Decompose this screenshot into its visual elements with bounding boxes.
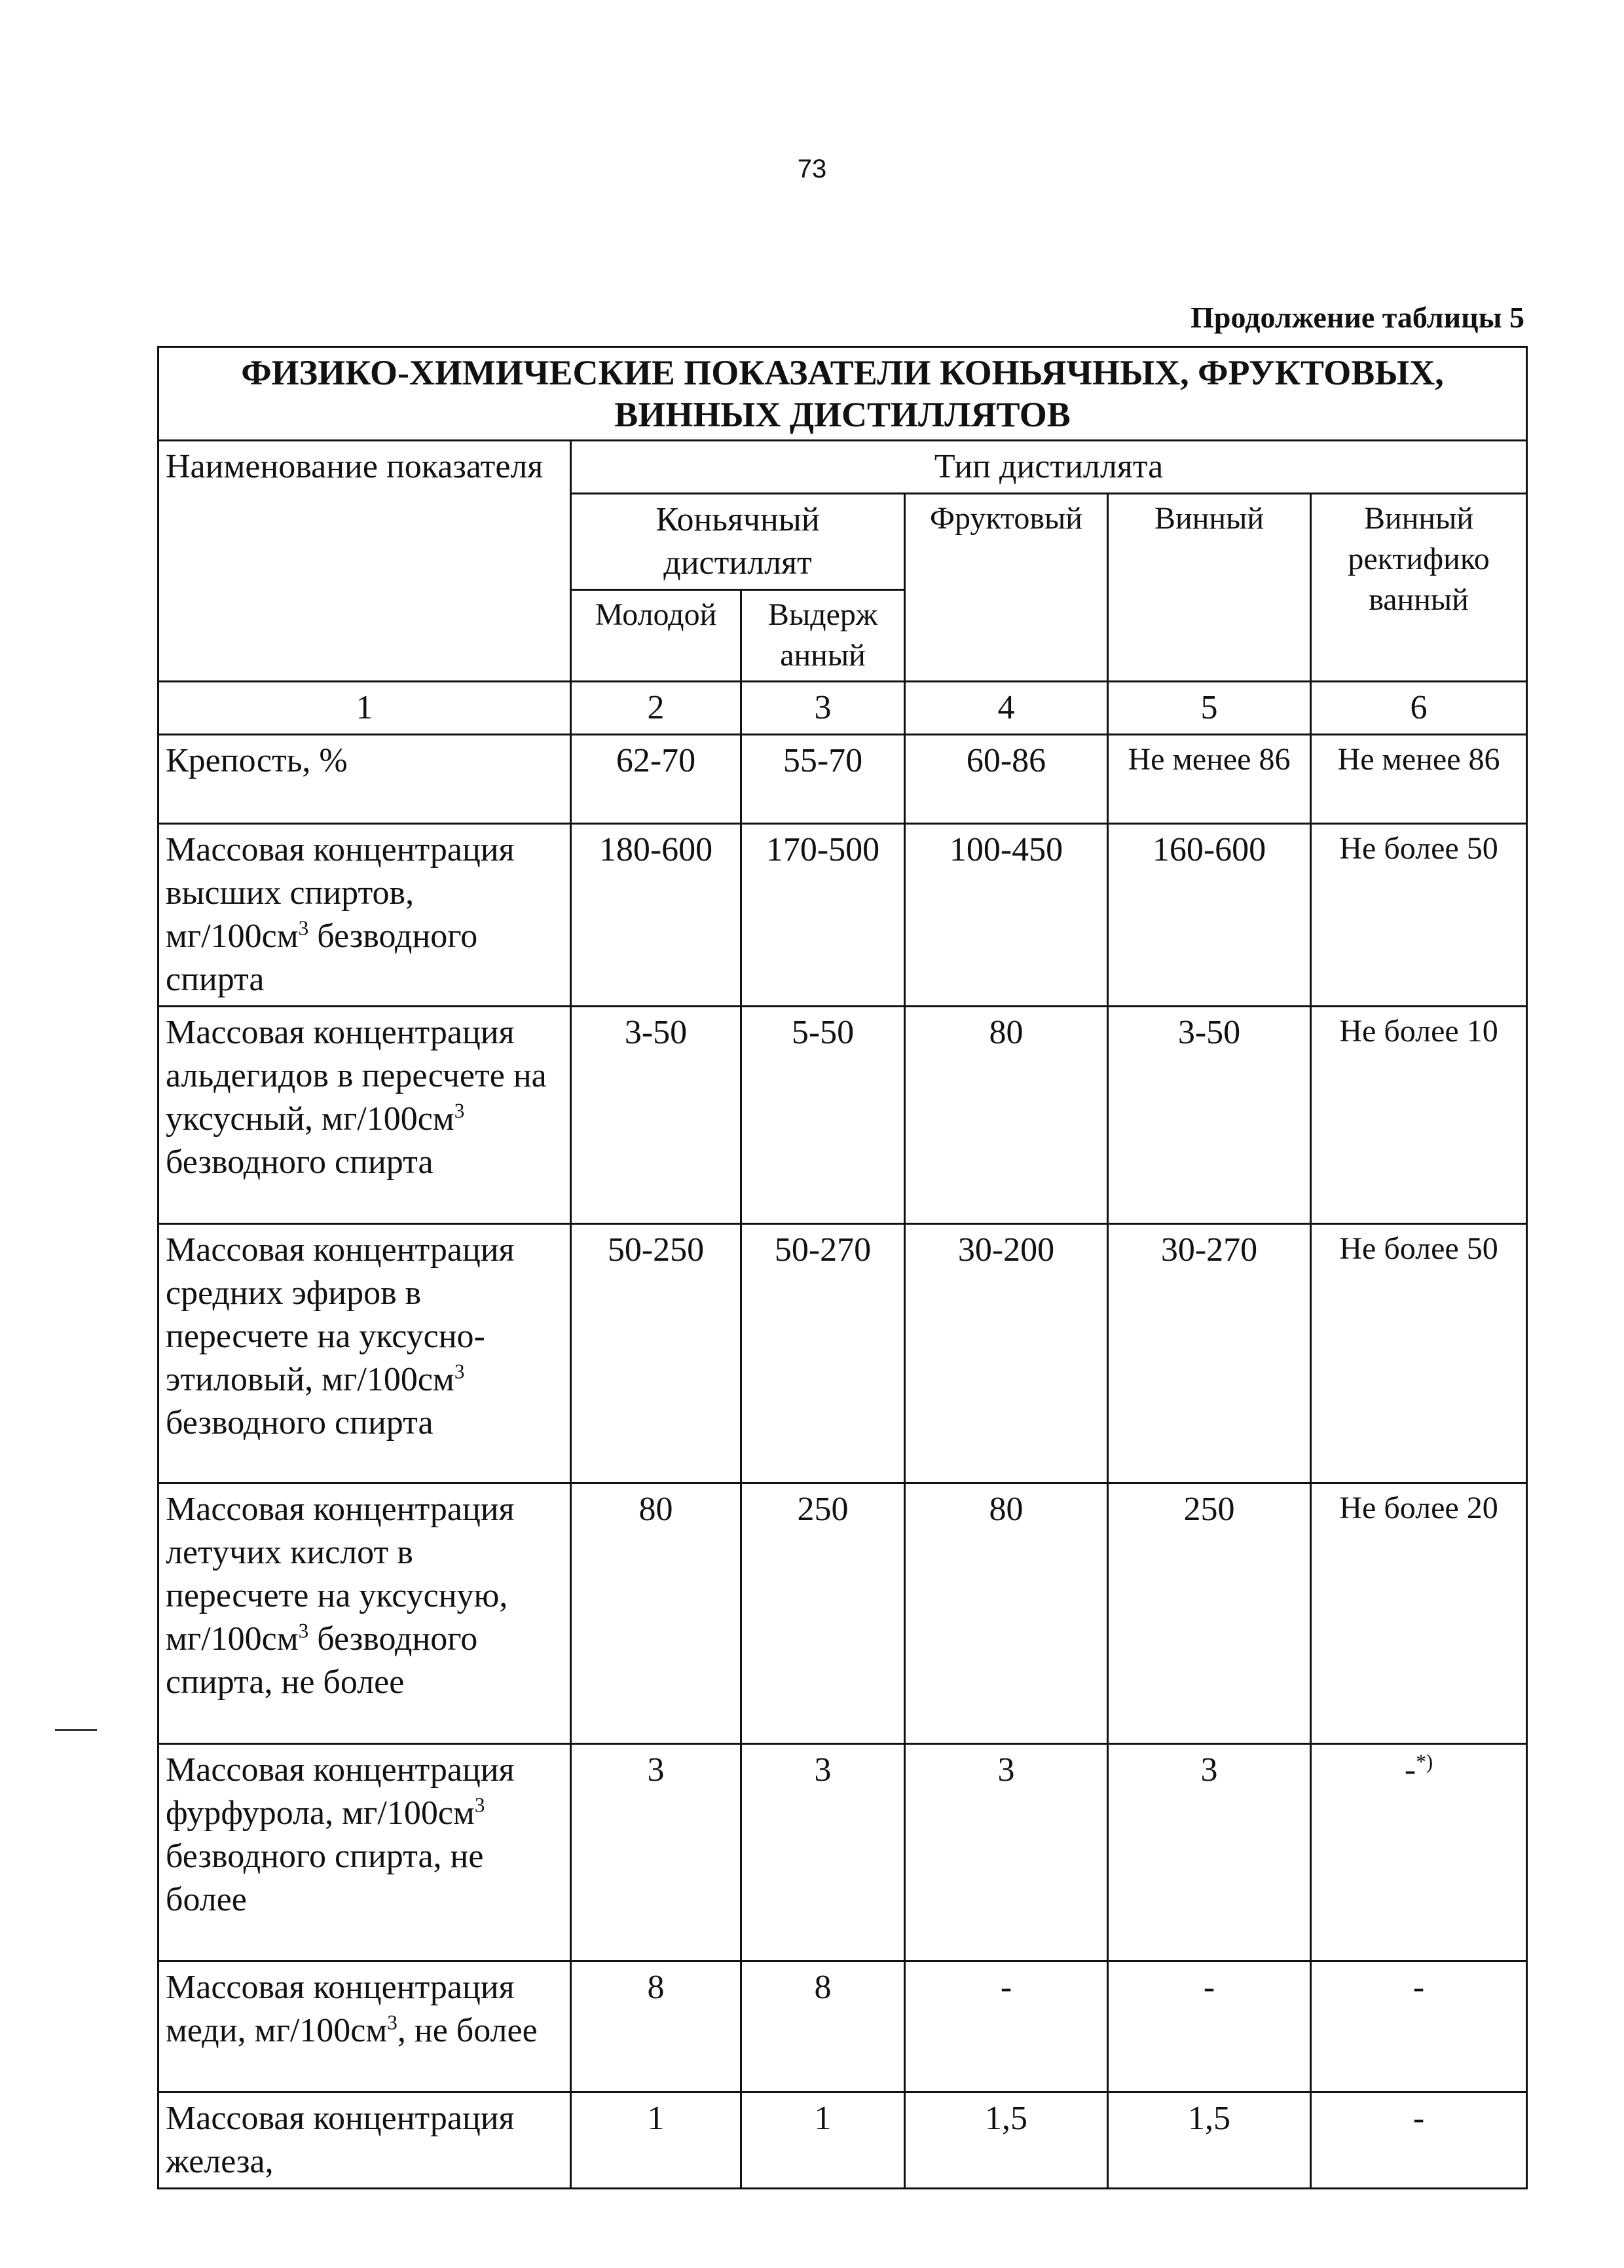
row-name-text: Массовая концентрация альдегидов в пересчете на уксусный, мг/100см bbox=[166, 1014, 547, 1138]
table-row bbox=[158, 1224, 1527, 1483]
row-name-text: Массовая концентрация фурфурола, мг/100см bbox=[166, 1751, 515, 1832]
cell-cognac-young: 8 bbox=[571, 1961, 741, 2092]
cell-cognac-aged: 5-50 bbox=[741, 1007, 905, 1224]
header-distillate-type: Тип дистиллята bbox=[571, 441, 1527, 494]
row-name-text-end: безводного спирта, не более bbox=[166, 1838, 484, 1918]
cell-fruit: 30-200 bbox=[905, 1224, 1108, 1483]
cell-wine: 30-270 bbox=[1108, 1224, 1311, 1483]
cell-cognac-aged: 50-270 bbox=[741, 1224, 905, 1483]
cell-wine-rectified: - bbox=[1311, 2092, 1527, 2189]
table-row bbox=[158, 2092, 1527, 2189]
column-number: 6 bbox=[1311, 682, 1527, 735]
superscript: 3 bbox=[387, 2011, 397, 2034]
column-number-row bbox=[158, 682, 1527, 735]
row-name-text-end: безводного спирта bbox=[166, 1143, 434, 1181]
column-number: 3 bbox=[741, 682, 905, 735]
row-name: Массовая концентрация железа, bbox=[158, 2092, 571, 2189]
table-title: ФИЗИКО-ХИМИЧЕСКИЕ ПОКАЗАТЕЛИ КОНЬЯЧНЫХ, ФРУКТОВЫХ, ВИННЫХ ДИСТИЛЛЯТОВ bbox=[158, 347, 1527, 441]
row-name-text: Массовая концентрация меди, мг/100см bbox=[166, 1969, 515, 2049]
row-name bbox=[158, 1224, 571, 1483]
table-row bbox=[158, 1744, 1527, 1961]
row-name-text: Массовая концентрация средних эфиров в пересчете на уксусно-этиловый, мг/100см bbox=[166, 1231, 515, 1398]
row-name bbox=[158, 1483, 571, 1744]
cell-wine: Не менее 86 bbox=[1108, 735, 1311, 824]
cell-wine: 1,5 bbox=[1108, 2092, 1311, 2189]
cell-cognac-young: 50-250 bbox=[571, 1224, 741, 1483]
cell-fruit: 60-86 bbox=[905, 735, 1108, 824]
cell-fruit: 1,5 bbox=[905, 2092, 1108, 2189]
cell-wine-rectified: Не более 50 bbox=[1311, 824, 1527, 1007]
header-wine-rectified: Винный ректифико ванный bbox=[1311, 494, 1527, 682]
cell-cognac-aged: 250 bbox=[741, 1483, 905, 1744]
header-cognac: Коньячный дистиллят bbox=[571, 494, 905, 590]
header-name-column: Наименование показателя bbox=[158, 441, 571, 682]
superscript: 3 bbox=[454, 1099, 465, 1123]
cell-fruit: 80 bbox=[905, 1483, 1108, 1744]
footnote-mark: *) bbox=[1416, 1750, 1433, 1774]
cell-wine-rectified: Не более 50 bbox=[1311, 1224, 1527, 1483]
cell-wine-rectified bbox=[1311, 1744, 1527, 1961]
cell-cognac-aged: 170-500 bbox=[741, 824, 905, 1007]
column-number: 4 bbox=[905, 682, 1108, 735]
row-name-text-end: , не более bbox=[397, 2012, 538, 2049]
cell-cognac-young: 3 bbox=[571, 1744, 741, 1961]
cell-cognac-aged: 1 bbox=[741, 2092, 905, 2189]
superscript: 3 bbox=[474, 1793, 485, 1817]
column-number: 5 bbox=[1108, 682, 1311, 735]
cell-fruit: 100-450 bbox=[905, 824, 1108, 1007]
cell-wine-rectified: Не более 10 bbox=[1311, 1007, 1527, 1224]
header-fruit: Фруктовый bbox=[905, 494, 1108, 682]
table-title-row bbox=[158, 347, 1527, 441]
cell-cognac-young: 180-600 bbox=[571, 824, 741, 1007]
page-number: 73 bbox=[797, 155, 827, 183]
superscript: 3 bbox=[298, 916, 309, 940]
margin-dash bbox=[55, 1729, 97, 1731]
row-name-text-end: безводного спирта, не более bbox=[166, 1620, 478, 1701]
cell-cognac-young: 80 bbox=[571, 1483, 741, 1744]
cell-fruit: 3 bbox=[905, 1744, 1108, 1961]
header-row-1 bbox=[158, 441, 1527, 494]
superscript: 3 bbox=[298, 1619, 309, 1643]
cell-cognac-aged: 8 bbox=[741, 1961, 905, 2092]
cell-wine: 160-600 bbox=[1108, 824, 1311, 1007]
cell-cognac-young: 3-50 bbox=[571, 1007, 741, 1224]
row-name bbox=[158, 1961, 571, 2092]
table-row bbox=[158, 1483, 1527, 1744]
header-cognac-young: Молодой bbox=[571, 590, 741, 682]
cell-cognac-aged: 55-70 bbox=[741, 735, 905, 824]
table-row bbox=[158, 824, 1527, 1007]
row-name: Крепость, % bbox=[158, 735, 571, 824]
column-number: 1 bbox=[158, 682, 571, 735]
cell-cognac-aged: 3 bbox=[741, 1744, 905, 1961]
cell-wine-rectified: - bbox=[1311, 1961, 1527, 2092]
cell-fruit: 80 bbox=[905, 1007, 1108, 1224]
header-wine: Винный bbox=[1108, 494, 1311, 682]
distillate-table bbox=[157, 346, 1528, 2189]
cell-wine-rectified: Не более 20 bbox=[1311, 1483, 1527, 1744]
row-name-text: Массовая концентрация высших спиртов, мг/100см bbox=[166, 831, 515, 955]
cell-cognac-young: 62-70 bbox=[571, 735, 741, 824]
column-number: 2 bbox=[571, 682, 741, 735]
cell-wine: 3-50 bbox=[1108, 1007, 1311, 1224]
cell-wine-rectified: Не менее 86 bbox=[1311, 735, 1527, 824]
row-name bbox=[158, 824, 571, 1007]
header-cognac-aged: Выдерж анный bbox=[741, 590, 905, 682]
row-name bbox=[158, 1744, 571, 1961]
cell-cognac-young: 1 bbox=[571, 2092, 741, 2189]
cell-fruit: - bbox=[905, 1961, 1108, 2092]
table-row bbox=[158, 735, 1527, 824]
row-name-text-end: безводного спирта bbox=[166, 918, 478, 998]
dash-value: - bbox=[1404, 1751, 1416, 1789]
row-name bbox=[158, 1007, 571, 1224]
superscript: 3 bbox=[454, 1360, 465, 1383]
cell-wine: - bbox=[1108, 1961, 1311, 2092]
row-name-text-end: безводного спирта bbox=[166, 1404, 434, 1441]
cell-wine: 250 bbox=[1108, 1483, 1311, 1744]
row-name-text: Массовая концентрация летучих кислот в пересчете на уксусную, мг/100см bbox=[166, 1491, 515, 1658]
cell-wine: 3 bbox=[1108, 1744, 1311, 1961]
table-row bbox=[158, 1961, 1527, 2092]
table-caption: Продолжение таблицы 5 bbox=[1190, 301, 1524, 334]
table-row bbox=[158, 1007, 1527, 1224]
